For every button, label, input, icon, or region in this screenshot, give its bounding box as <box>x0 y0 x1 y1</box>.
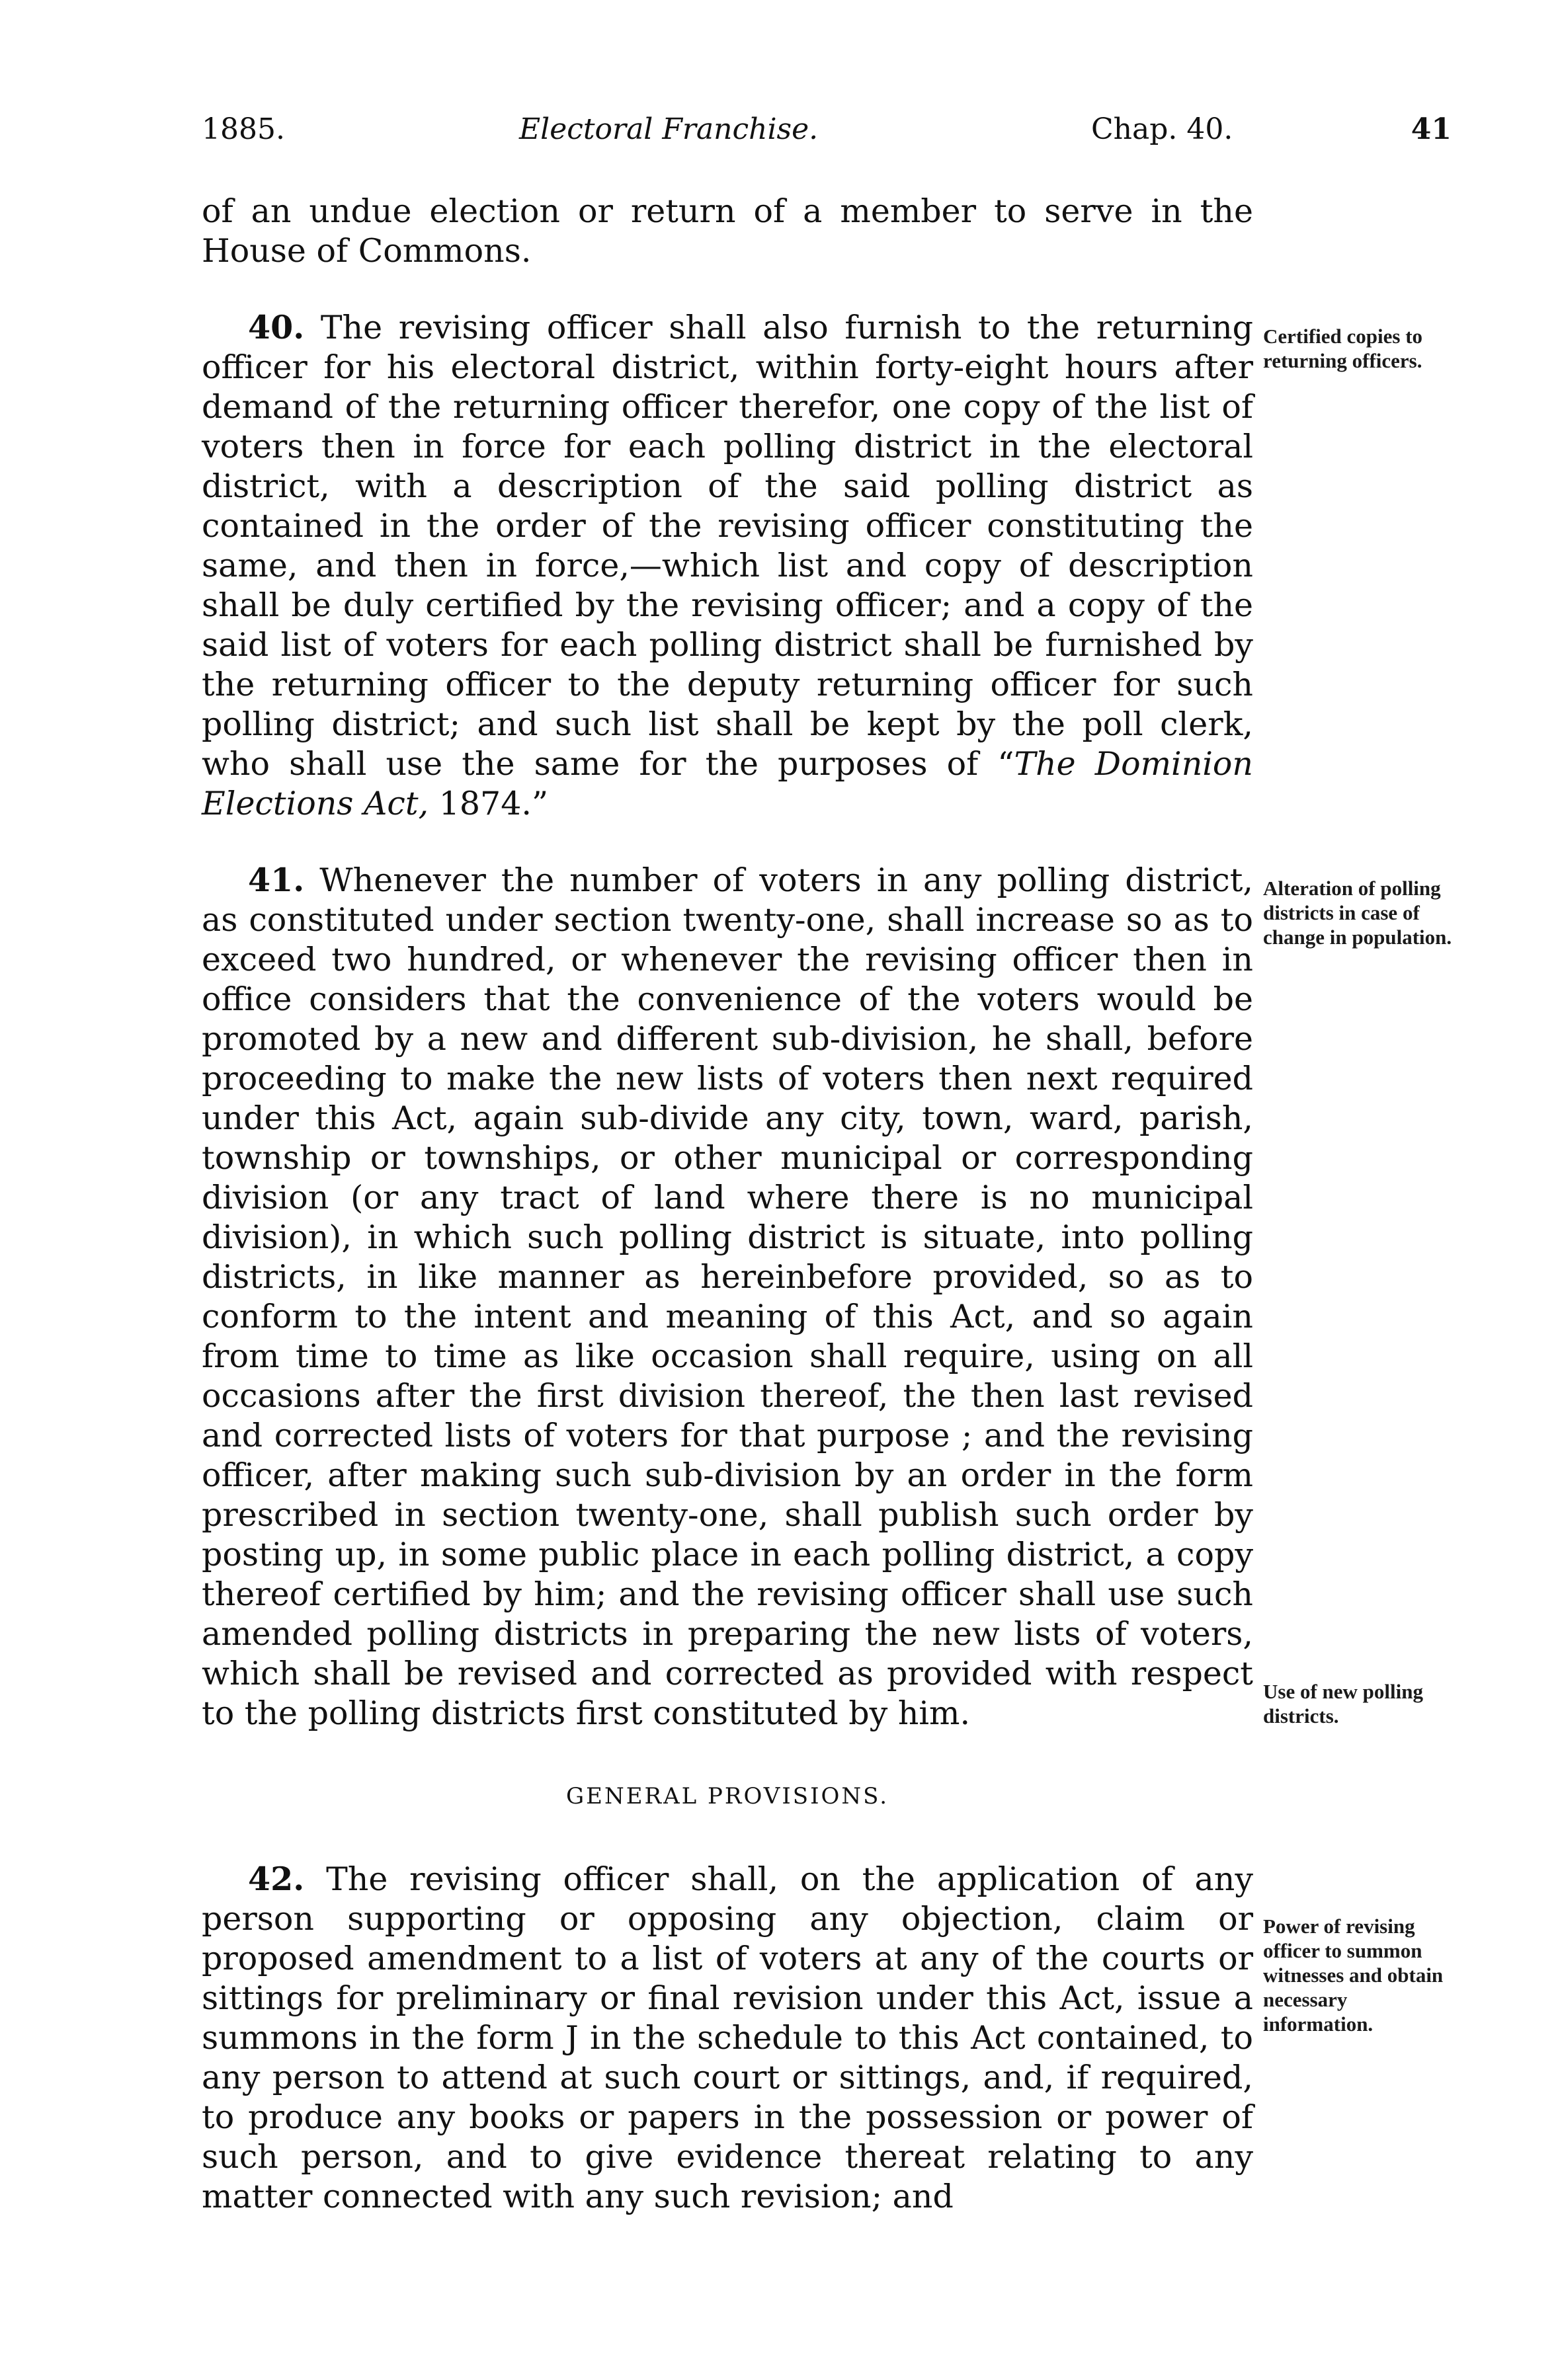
section-number: 40. <box>248 308 305 346</box>
header-title: Electoral Franchise. <box>519 112 819 146</box>
section-text: The revising officer shall, on the application of any person supporting or opposing any objection, claim or proposed amendment to a list of voters at any of the courts or sittings for preliminary or final revision under this Act, issue a summons in the form J in the schedule to this Act contained, to any person to attend at such court or sittings, and, if required, to produce any books or papers in the possession or power of such person, and to give evidence thereat relating to any matter connected with any such revision; and <box>202 1860 1253 2215</box>
header-chapter: Chap. 40. <box>1091 112 1233 146</box>
section-number: 42. <box>248 1860 305 1898</box>
section-40 <box>202 307 1253 824</box>
margin-note: Use of new polling districts. <box>1263 1680 1423 1727</box>
section-heading: GENERAL PROVISIONS. <box>565 1783 889 1809</box>
section-42 <box>202 1859 1253 2217</box>
page-number: 41 <box>1411 112 1452 146</box>
section-41 <box>202 860 1253 1733</box>
main-text <box>202 192 1253 2217</box>
continuation-paragraph: of an undue election or return of a member to serve in the House of Commons. <box>202 192 1253 270</box>
margin-note: Alteration of polling districts in case of change in population. <box>1263 877 1452 949</box>
section-text: The revising officer shall also furnish to the returning officer for his electoral district, within forty-eight hours after demand of the returning officer therefor, one copy of the list of voters then in force for each polling district in the electoral district, with a description of the said polling district as contained in the order of the revising officer constituting the same, and then in force,—which list and copy of description shall be duly certified by the revising officer; and a copy of the said list of voters for each polling district shall be furnished by the returning officer to the deputy returning officer for such polling district; and such list shall be kept by the poll clerk, who shall use the same for the purposes of “ <box>202 309 1253 783</box>
margin-note: Power of revising officer to summon witnesses and obtain necessary information. <box>1263 1915 1444 2036</box>
margin-note: Certified copies to returning officers. <box>1263 325 1423 372</box>
act-name: The Dominion Elections Act, <box>202 745 1253 822</box>
running-header <box>202 112 1452 159</box>
act-year: 1874.” <box>438 785 549 822</box>
section-text: Whenever the number of voters in any polling district, as constituted under section twenty-one, shall increase so as to exceed two hundred, or whenever the revising officer then in office considers that the convenience of the voters would be promoted by a new and different sub-division, he shall, before proceeding to make the new lists of voters then next required under this Act, again sub-divide any city, town, ward, parish, township or townships, or other municipal or corresponding division (or any tract of land where there is no municipal division), in which such polling district is situate, into polling districts, in like manner as hereinbefore provided, so as to conform to the intent and meaning of this Act, and so again from time to time as like occasion shall require, using on all occasions after the first division thereof, the then last revised and corrected lists of voters for that purpose ; and the revising officer, after making such sub-division by an order in the form prescribed in section twenty-one, shall publish such order by posting up, in some public place in each polling district, a copy thereof certified by him; and the revising officer shall use such amended polling districts in preparing the new lists of voters, which shall be revised and corrected as provided with respect to the polling districts first constituted by him. <box>202 861 1254 1732</box>
section-number: 41. <box>248 861 305 899</box>
header-year: 1885. <box>202 112 285 146</box>
